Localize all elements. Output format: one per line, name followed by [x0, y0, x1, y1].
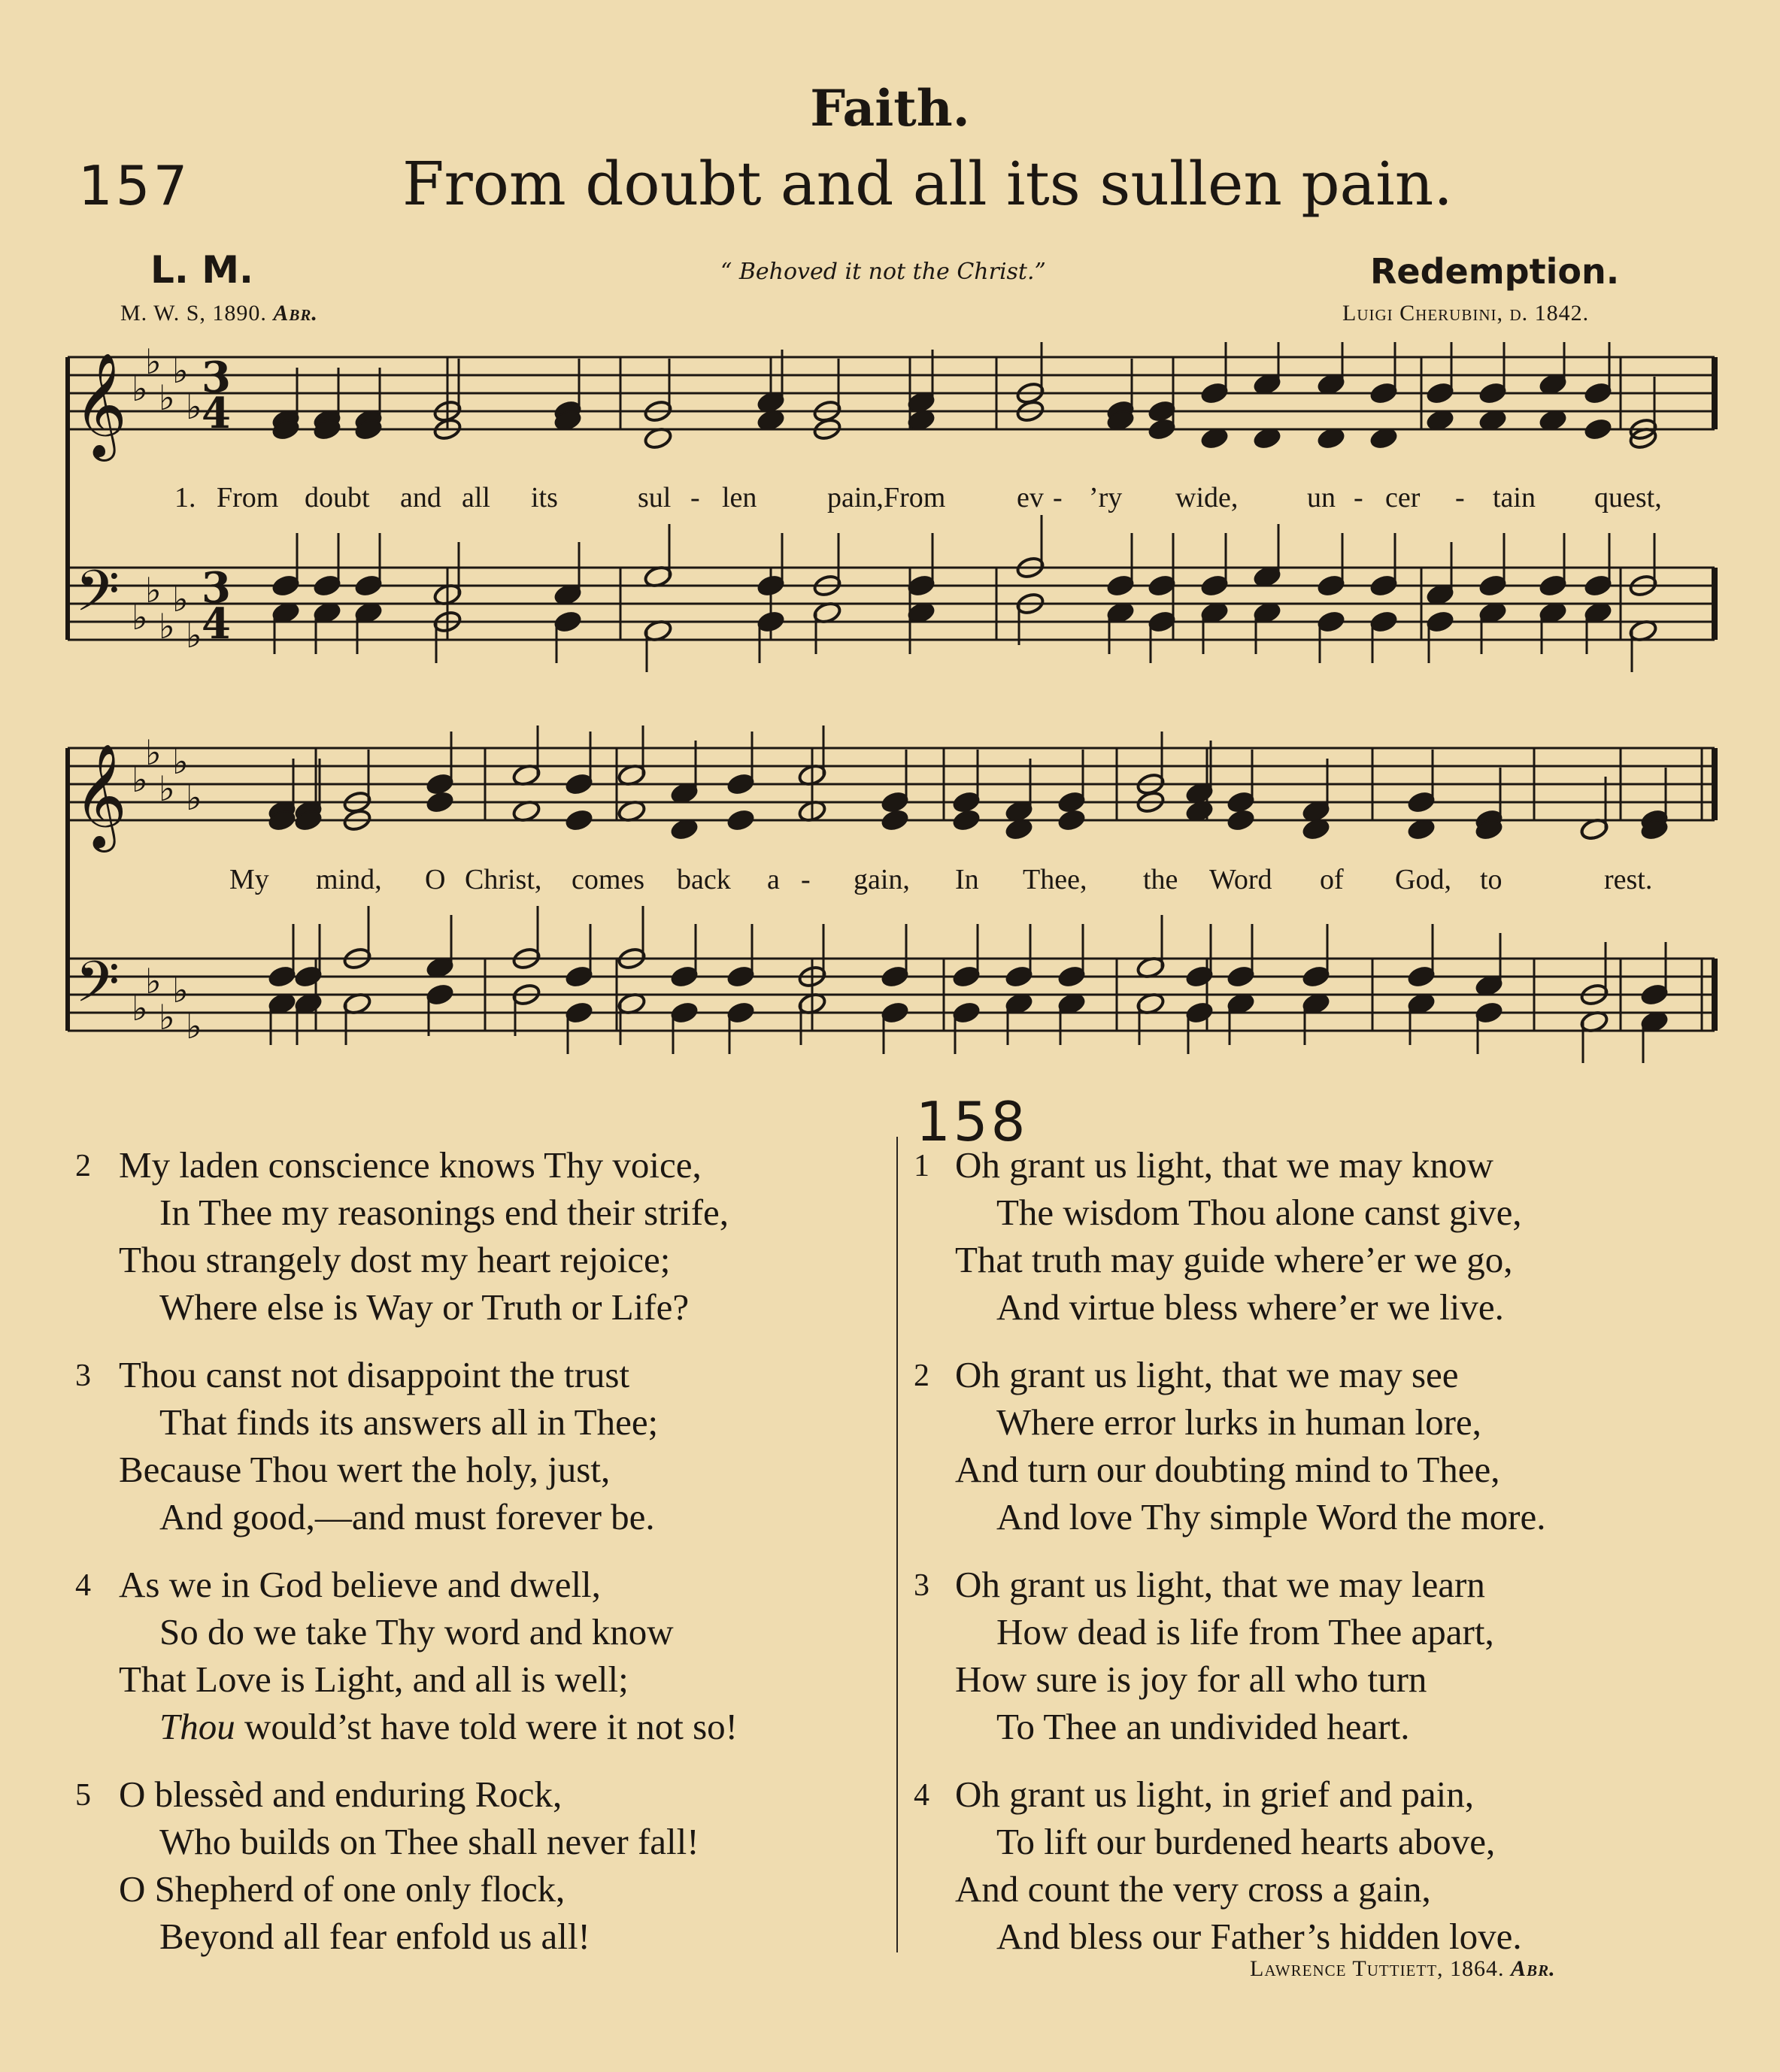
verse-line: In Thee my reasonings end their strife,: [159, 1192, 729, 1233]
notehead: [880, 808, 909, 832]
verse-number: 5: [75, 1778, 91, 1813]
verse-line: To Thee an undivided heart.: [996, 1706, 1410, 1747]
flat-sign: ♭: [172, 741, 189, 782]
hymn158-credit-abr: Abr.: [1511, 1956, 1556, 1981]
lyric-syllable: tain: [1493, 482, 1536, 513]
words-credit-abr: Abr.: [273, 301, 318, 326]
lyric-syllable: Christ,: [465, 864, 542, 895]
scripture-motto: “ Behoved it not the Christ.”: [720, 259, 1046, 285]
verse-line: And love Thy simple Word the more.: [996, 1496, 1546, 1537]
verse-line: Oh grant us light, in grief and pain,: [955, 1774, 1474, 1815]
lyric-syllable: pain,: [827, 482, 884, 513]
verse-line: That truth may guide where’er we go,: [955, 1239, 1513, 1280]
lyric-syllable: ’ry: [1089, 482, 1123, 513]
flat-sign: ♭: [172, 970, 189, 1010]
verse-line: O blessèd and enduring Rock,: [119, 1774, 563, 1815]
notehead: [726, 808, 755, 832]
section-title: Faith.: [810, 79, 970, 138]
lyric-syllable: -: [801, 864, 811, 895]
lyric-syllable: of: [1320, 864, 1344, 895]
flat-sign: ♭: [159, 997, 175, 1038]
lyric-syllable: back: [677, 864, 731, 895]
verse-line-rest: would’st have told were it not so!: [244, 1706, 738, 1747]
lyric-syllable: -: [690, 482, 700, 513]
lyric-syllable: gain,: [854, 864, 910, 895]
lyric-syllable: rest.: [1604, 864, 1653, 895]
treble-clef: 𝄞: [74, 744, 127, 848]
hymn158-credit: [1250, 1956, 1556, 1982]
flat-sign: ♭: [186, 615, 202, 656]
flat-sign: ♭: [132, 988, 148, 1028]
verse-line: O Shepherd of one only flock,: [119, 1868, 566, 1910]
hymn158-credit-text: Lawrence Tuttiett, 1864.: [1250, 1956, 1505, 1981]
lyric-syllable: a: [767, 864, 780, 895]
words-credit: [120, 301, 318, 326]
verse-line: As we in God believe and dwell,: [119, 1564, 601, 1605]
lyrics-underlay-line-1: [0, 481, 1780, 519]
flat-sign: ♭: [145, 961, 162, 1001]
tune-name: Redemption.: [1370, 251, 1620, 292]
notehead: [1226, 808, 1255, 832]
verse-line: And turn our doubting mind to Thee,: [955, 1449, 1500, 1490]
hymn-number-157: 157: [78, 154, 191, 217]
lyrics-underlay-line-2: [0, 863, 1780, 901]
lyric-syllable: doubt: [305, 482, 370, 513]
lyric-syllable: all: [462, 482, 490, 513]
verse-line: Oh grant us light, that we may know: [955, 1144, 1493, 1186]
lyric-syllable: len: [722, 482, 757, 513]
music-system-2: [60, 726, 1722, 1086]
lyric-syllable: In: [955, 864, 979, 895]
italic-word: Thou: [159, 1706, 235, 1747]
lyric-syllable: O: [425, 864, 446, 895]
verse-line: Oh grant us light, that we may see: [955, 1354, 1459, 1395]
music-credit: Luigi Cherubini, d. 1842.: [1342, 301, 1590, 326]
flat-sign: ♭: [186, 386, 202, 427]
verse-line: And virtue bless where’er we live.: [996, 1286, 1504, 1328]
verse-line: Thou strangely dost my heart rejoice;: [119, 1239, 671, 1280]
verse-line: Because Thou wert the holy, just,: [119, 1449, 611, 1490]
hymn-number-158: 158: [916, 1090, 1029, 1153]
flat-sign: ♭: [172, 579, 189, 619]
bass-clef: 𝄢: [75, 949, 120, 1029]
verse-line: Oh grant us light, that we may learn: [955, 1564, 1485, 1605]
lyric-syllable: the: [1143, 864, 1178, 895]
lyric-syllable: Word: [1209, 864, 1272, 895]
verse-line: So do we take Thy word and know: [159, 1611, 674, 1652]
bass-clef: 𝄢: [75, 558, 120, 638]
verse-line: That finds its answers all in Thee;: [159, 1401, 659, 1443]
verse-number: 3: [914, 1568, 929, 1603]
lyric-syllable: wide,: [1175, 482, 1239, 513]
verse-number: 1: [914, 1149, 929, 1183]
flat-sign: ♭: [159, 377, 175, 418]
verse-line: And good,—and must forever be.: [159, 1496, 655, 1537]
verse-number: 3: [75, 1359, 91, 1393]
flat-sign: ♭: [186, 1006, 202, 1047]
lyric-syllable: From: [884, 482, 946, 513]
flat-sign: ♭: [186, 777, 202, 818]
lyric-syllable: Thee,: [1023, 864, 1087, 895]
hymn-title: From doubt and all its sullen pain.: [402, 149, 1453, 219]
lyric-syllable: sul: [638, 482, 672, 513]
lyric-syllable: comes: [572, 864, 645, 895]
lyric-syllable: God,: [1395, 864, 1451, 895]
flat-sign: ♭: [159, 768, 175, 809]
lyric-syllable: -: [1053, 482, 1063, 513]
verse-line: How dead is life from Thee apart,: [996, 1611, 1494, 1652]
lyric-syllable: and: [400, 482, 441, 513]
lyric-syllable: cer: [1385, 482, 1421, 513]
verse-line: Where else is Way or Truth or Life?: [159, 1286, 690, 1328]
verse-line: And bless our Father’s hidden love.: [996, 1916, 1522, 1957]
lyric-syllable: 1.: [174, 482, 196, 513]
lyric-syllable: ev: [1017, 482, 1044, 513]
notehead: [564, 808, 593, 832]
treble-clef: 𝄞: [74, 353, 127, 457]
verse-line: And count the very cross a gain,: [955, 1868, 1431, 1910]
time-signature-top: 3: [202, 353, 231, 402]
lyric-syllable: quest,: [1594, 482, 1662, 513]
flat-sign: ♭: [172, 350, 189, 391]
flat-sign: ♭: [132, 597, 148, 638]
lyric-syllable: its: [531, 482, 558, 513]
verse-line: The wisdom Thou alone canst give,: [996, 1192, 1522, 1233]
verse-number: 4: [914, 1778, 929, 1813]
lyric-syllable: to: [1480, 864, 1503, 895]
flat-sign: ♭: [145, 570, 162, 610]
flat-sign: ♭: [132, 368, 148, 409]
verse-line: Who builds on Thee shall never fall!: [159, 1821, 699, 1862]
notehead: [1583, 417, 1612, 441]
words-credit-text: M. W. S, 1890.: [120, 301, 267, 326]
verse-line: My laden conscience knows Thy voice,: [119, 1144, 702, 1186]
flat-sign: ♭: [159, 606, 175, 647]
flat-sign: ♭: [145, 732, 162, 773]
notehead: [425, 790, 454, 814]
verse-line: Thou canst not disappoint the trust: [119, 1354, 630, 1395]
lyric-syllable: My: [229, 864, 269, 895]
notehead: [951, 808, 981, 832]
verse-line: That Love is Light, and all is well;: [119, 1659, 629, 1700]
verse-line: To lift our burdened hearts above,: [996, 1821, 1496, 1862]
verse-line: Where error lurks in human lore,: [996, 1401, 1481, 1443]
flat-sign: ♭: [145, 342, 162, 382]
lyric-syllable: -: [1455, 482, 1465, 513]
verse-line: Beyond all fear enfold us all!: [159, 1916, 590, 1957]
verse-line-italic-lead: [159, 1703, 738, 1750]
time-signature-bottom: 4: [202, 389, 231, 438]
verse-number: 2: [75, 1149, 91, 1183]
verse-number: 2: [914, 1359, 929, 1393]
verse-number: 4: [75, 1568, 91, 1603]
column-divider: [896, 1137, 898, 1952]
lyric-syllable: mind,: [316, 864, 382, 895]
notehead: [1057, 808, 1086, 832]
verse-line: How sure is joy for all who turn: [955, 1659, 1427, 1700]
flat-sign: ♭: [132, 759, 148, 800]
time-signature-bottom: 4: [202, 599, 231, 649]
lyric-syllable: un: [1307, 482, 1336, 513]
lyric-syllable: From: [217, 482, 279, 513]
meter-label: L. M.: [150, 248, 254, 292]
lyric-syllable: -: [1354, 482, 1363, 513]
time-signature-top: 3: [202, 563, 231, 613]
